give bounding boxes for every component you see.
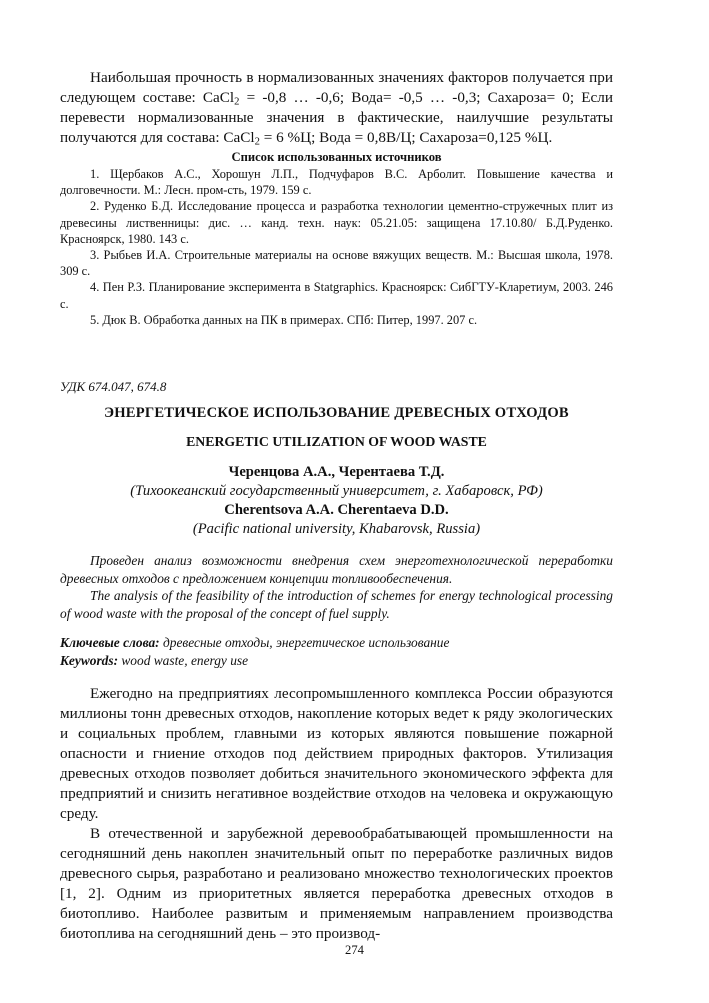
subscript: 2 — [254, 136, 260, 148]
udk-code: УДК 674.047, 674.8 — [60, 379, 167, 395]
keywords-en-label: Keywords: — [60, 652, 119, 668]
abstract — [60, 552, 613, 622]
keywords-ru — [60, 634, 613, 652]
intro-text-2: = -0,8 … -0,6; Вода= -0,5 … -0,3; Сахароза= 0; Если перевести нормализованные значения в фактические, наилучшие результаты получаются для состава: CaCl — [60, 89, 613, 146]
authors-ru: Черенцова А.А., Черентаева Т.Д. — [228, 464, 445, 481]
affiliation-en: (Pacific national university, Khabarovsk, Russia) — [192, 521, 481, 538]
keywords-ru-label: Ключевые слова: — [60, 635, 160, 651]
reference-item: 2. Руденко Б.Д. Исследование процесса и разработка технологии цементно-стружечных плит из древесины лиственницы: дис. … канд. техн. наук: 05.21.05: защищена 17.10.80/ Б.Д.Руденко. Красноярск, 1980. 143 с. — [60, 199, 613, 246]
references-list — [60, 166, 613, 328]
references-title: Список использованных источников — [231, 150, 442, 164]
reference-item: 3. Рыбьев И.А. Строительные материалы на основе вяжущих веществ. М.: Высшая школа, 1978. 309 с. — [60, 248, 613, 279]
body-paragraph-2: В отечественной и зарубежной деревообрабатывающей промышленности на сегодняшний день накоплен значительный опыт по переработке различных видов древесного сырья, разработано и реализовано множество технологических проектов [1, 2]. Одним из приоритетных является переработка древесных отходов в биотопливо. Наиболее развитым и применяемым направлением производства биотоплива на сегодняшний день – это производ- — [60, 825, 613, 943]
authors-en: Cherentsova A.A. Cherentaeva D.D. — [224, 502, 449, 519]
reference-item: 5. Дюк В. Обработка данных на ПК в примерах. СПб: Питер, 1997. 207 с. — [90, 312, 478, 327]
intro-text-3: = 6 %Ц; Вода = 0,8В/Ц; Сахароза=0,125 %Ц. — [259, 129, 553, 146]
keywords — [60, 634, 613, 669]
subscript: 2 — [234, 96, 240, 108]
intro-paragraph — [60, 68, 613, 148]
keywords-en — [60, 652, 613, 670]
keywords-ru-text: древесные отходы, энергетическое использование — [159, 635, 450, 651]
article-title-en: ENERGETIC UTILIZATION OF WOOD WASTE — [186, 434, 487, 450]
intro-text-1: Наибольшая прочность в нормализованных значениях факторов получается при следующем составе: CaCl — [60, 69, 613, 106]
reference-item: 1. Щербаков А.С., Хорошун Л.П., Подчуфаров В.С. Арболит. Повышение качества и долговечности. М.: Лесн. пром-сть, 1979. 159 с. — [60, 167, 613, 198]
page-number: 274 — [345, 943, 364, 957]
abstract-ru: Проведен анализ возможности внедрения схем энерготехнологической переработки древесных отходов с предложением концепции топливообеспечения. — [60, 553, 613, 586]
body-paragraph-1: Ежегодно на предприятиях лесопромышленного комплекса России образуются миллионы тонн древесных отходов, накопление которых ведет к ряду экологических и социальных проблем, главными из которых являются повышение пожарной опасности и гниение отходов под действием природных факторов. Утилизация древесных отходов позволяет добиться значительного экономического эффекта для предприятий и снизить негативное воздействие отходов на человека и окружающую среду. — [60, 685, 613, 823]
keywords-en-text: wood waste, energy use — [118, 652, 249, 668]
affiliation-ru: (Тихоокеанский государственный университет, г. Хабаровск, РФ) — [130, 483, 543, 500]
article-title-ru: ЭНЕРГЕТИЧЕСКОЕ ИСПОЛЬЗОВАНИЕ ДРЕВЕСНЫХ ОТХОДОВ — [104, 405, 569, 422]
page-content — [60, 68, 613, 944]
reference-item: 4. Пен Р.З. Планирование эксперимента в Statgraphics. Красноярск: СибГТУ-Кларетиум, 2003. 246 с. — [60, 280, 613, 311]
abstract-en: The analysis of the feasibility of the introduction of schemes for energy technological processing of wood waste with the proposal of the concept of fuel supply. — [60, 588, 613, 621]
